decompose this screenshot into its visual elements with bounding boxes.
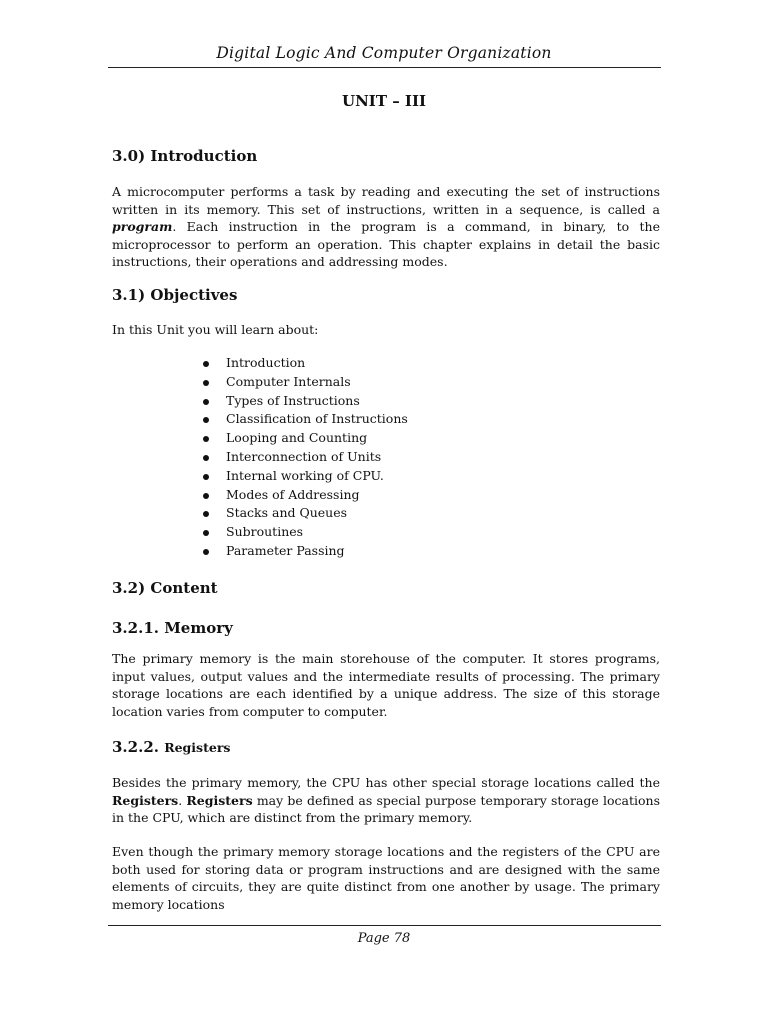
list-item (200, 448, 408, 467)
memory-paragraph: The primary memory is the main storehouse of the computer. It stores programs, input values, output values and the intermediate results of processing. The primary storage locations are each identified by a unique address. The size of this storage location varies from computer to computer. (112, 651, 660, 719)
bullet-icon (203, 549, 209, 555)
bullet-icon (203, 436, 209, 442)
registers-heading-number: 3.2.2. (112, 738, 159, 756)
program-term: program (112, 219, 173, 235)
bullet-icon (203, 455, 209, 461)
list-item-label: Stacks and Queues (226, 505, 348, 521)
registers-paragraph-1 (112, 774, 660, 827)
introduction-text-a: A microcomputer performs a task by reading and executing the set of instructions written in its memory. This set of instructions, written in a sequence, is called a (112, 184, 660, 217)
bullet-icon (203, 511, 209, 517)
unit-title: UNIT – III (342, 92, 426, 110)
footer-rule (108, 925, 661, 926)
list-item-label: Subroutines (226, 524, 304, 540)
list-item (200, 373, 408, 392)
list-item (200, 486, 408, 505)
objectives-heading: 3.1) Objectives (112, 286, 238, 304)
list-item-label: Computer Internals (226, 373, 351, 389)
list-item (200, 542, 408, 561)
list-item-label: Interconnection of Units (226, 448, 382, 464)
page-number: Page 78 (357, 931, 411, 946)
list-item-label: Types of Instructions (226, 392, 360, 408)
list-item (200, 354, 408, 373)
list-item (200, 523, 408, 542)
running-header: Digital Logic And Computer Organization (216, 44, 552, 62)
objectives-lead: In this Unit you will learn about: (112, 322, 319, 337)
registers-term-2: Registers (186, 792, 253, 808)
list-item-label: Classification of Instructions (226, 411, 408, 427)
list-item-label: Looping and Counting (226, 430, 368, 446)
registers-term-1: Registers (112, 792, 179, 808)
bullet-icon (203, 380, 209, 386)
bullet-icon (203, 530, 209, 536)
list-item (200, 392, 408, 411)
objectives-list (200, 354, 408, 561)
list-item-label: Internal working of CPU. (226, 467, 384, 483)
registers-sep: . (178, 792, 187, 808)
list-item (200, 410, 408, 429)
introduction-heading: 3.0) Introduction (112, 147, 258, 165)
bullet-icon (203, 493, 209, 499)
header-rule (108, 67, 661, 68)
bullet-icon (203, 417, 209, 423)
introduction-paragraph (112, 183, 660, 271)
list-item-label: Introduction (226, 355, 306, 370)
registers-text-a: Besides the primary memory, the CPU has other special storage locations called the (112, 775, 660, 790)
bullet-icon (203, 474, 209, 480)
bullet-icon (203, 361, 209, 367)
introduction-text-b: . Each instruction in the program is a command, in binary, to the microprocessor to perform an operation. This chapter explains in detail the basic instructions, their operations and addressing modes. (112, 219, 660, 270)
registers-heading (112, 738, 230, 756)
list-item-label: Parameter Passing (226, 542, 345, 558)
registers-heading-text: Registers (164, 740, 231, 755)
list-item (200, 429, 408, 448)
list-item (200, 504, 408, 523)
list-item (200, 467, 408, 486)
list-item-label: Modes of Addressing (226, 486, 360, 502)
registers-paragraph-2: Even though the primary memory storage locations and the registers of the CPU are both used for storing data or program instructions and are designed with the same elements of circuits, they are quite distinct from one another by usage. The primary memory locations (112, 844, 660, 912)
content-heading: 3.2) Content (112, 579, 218, 597)
bullet-icon (203, 399, 209, 405)
memory-heading: 3.2.1. Memory (112, 619, 233, 637)
registers-text-b: may be defined as special purpose temporary storage locations in the CPU, which are distinct from the primary memory. (112, 792, 660, 826)
